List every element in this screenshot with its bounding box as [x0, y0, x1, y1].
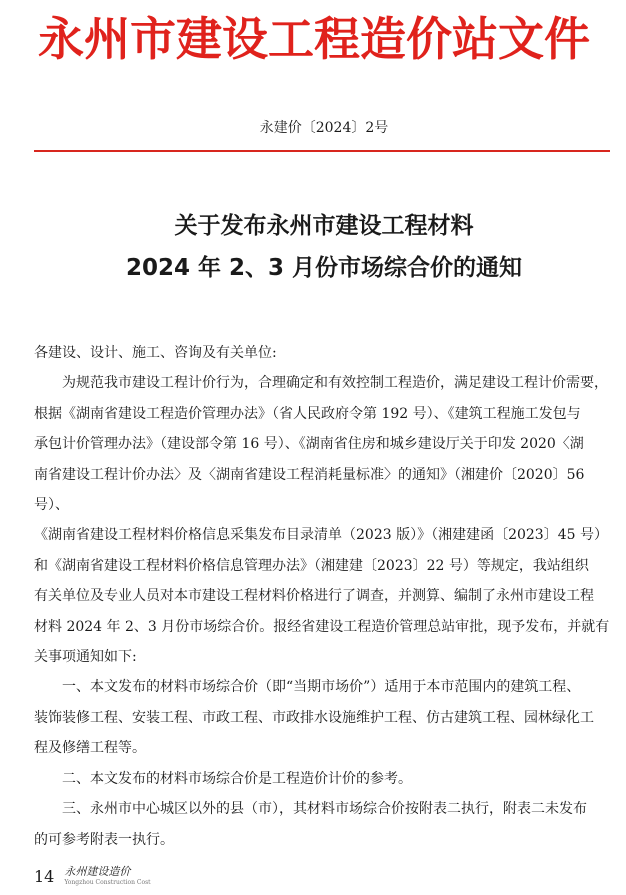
- masthead-title: 永州市建设工程造价站文件: [38, 12, 590, 66]
- body-line: 二、本文发布的材料市场综合价是工程造价计价的参考。: [62, 770, 412, 787]
- body-line: 为规范我市建设工程计价行为，合理确定和有效控制工程造价，满足建设工程计价需要，: [62, 375, 608, 392]
- document-number: 永建价〔2024〕2号: [259, 120, 389, 136]
- body-line: 根据《湖南省建设工程造价管理办法》（省人民政府令第 192 号）、《建筑工程施工发包与: [34, 405, 581, 422]
- body-line: 的可参考附表一执行。: [34, 831, 174, 848]
- body-line: 程及修缮工程等。: [34, 740, 146, 757]
- document-body: [34, 338, 614, 855]
- body-line: 南省建设工程计价办法〉及〈湖南省建设工程消耗量标准〉的通知》（湘建价〔2020〕56 号）、: [34, 466, 585, 514]
- body-line: 《湖南省建设工程材料价格信息采集发布目录清单（2023 版）》（湘建建函〔2023〕45 号）: [34, 527, 608, 544]
- body-line: 各建设、设计、施工、咨询及有关单位:: [34, 345, 277, 361]
- body-line: 一、本文发布的材料市场综合价（即“当期市场价”）适用于本市范围内的建筑工程、: [62, 679, 581, 696]
- page-footer: [34, 865, 614, 895]
- body-line: 有关单位及专业人员对本市建设工程材料价格进行了调查，并测算、编制了永州市建设工程: [34, 588, 594, 605]
- body-line: 材料 2024 年 2、3 月份市场综合价。报经省建设工程造价管理总站审批，现予发布，并就有: [34, 618, 610, 635]
- body-line: 承包计价管理办法》（建设部令第 16 号）、《湖南省住房和城乡建设厅关于印发 2020〈湖: [34, 436, 584, 453]
- logo-english: Yongzhou Construction Cost: [64, 878, 151, 886]
- red-divider: [34, 150, 610, 152]
- body-line: 装饰装修工程、安装工程、市政工程、市政排水设施维护工程、仿古建筑工程、园林绿化工: [34, 709, 594, 726]
- notice-title-line1: 关于发布永州市建设工程材料: [174, 213, 474, 239]
- notice-title-line2: 2024 年 2、3 月份市场综合价的通知: [125, 255, 523, 281]
- body-line: 关事项通知如下:: [34, 649, 137, 666]
- page-number: 14: [34, 866, 55, 886]
- body-line: 三、永州市中心城区以外的县（市），其材料市场综合价按附表二执行，附表二未发布: [62, 801, 587, 818]
- body-line: 和《湖南省建设工程材料价格信息管理办法》（湘建建〔2023〕22 号）等规定，我站组织: [34, 557, 589, 574]
- logo-chinese: 永州建设造价: [64, 864, 131, 878]
- publication-logo: [64, 865, 150, 887]
